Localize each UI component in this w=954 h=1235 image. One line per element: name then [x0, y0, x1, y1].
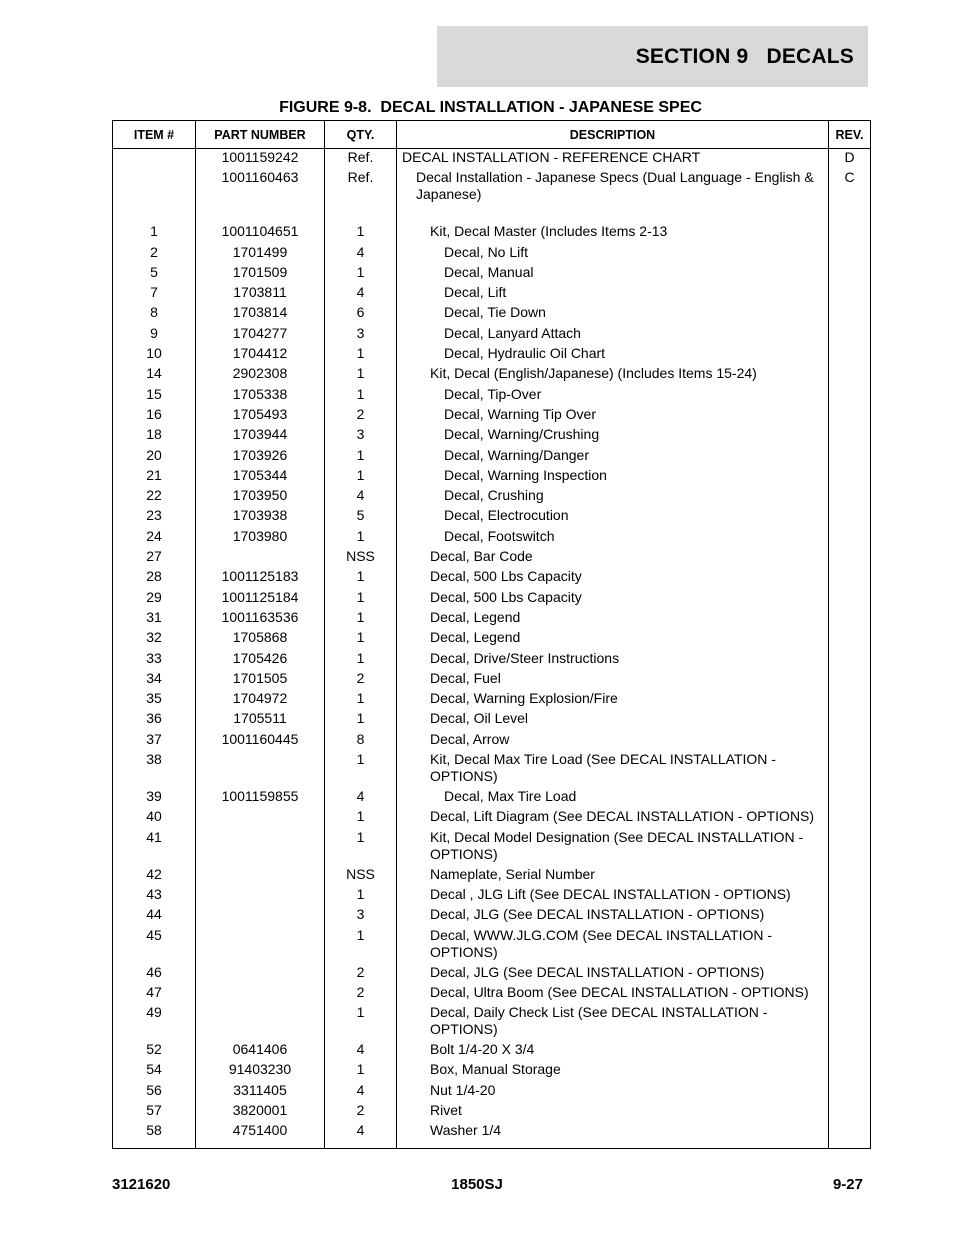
- item-number-cell: 21: [113, 467, 196, 487]
- description-cell: Decal, Electrocution: [397, 507, 829, 527]
- revision-cell: [829, 1061, 871, 1081]
- revision-cell: [829, 866, 871, 886]
- item-number-cell: 1: [113, 223, 196, 243]
- part-number-cell: 1001159242: [196, 149, 325, 170]
- revision-cell: [829, 650, 871, 670]
- table-row: [113, 710, 871, 730]
- description-cell: Bolt 1/4-20 X 3/4: [397, 1041, 829, 1061]
- table-row: [113, 1082, 871, 1102]
- quantity-cell: 1: [325, 345, 397, 365]
- table-row: [113, 244, 871, 264]
- item-number-cell: 37: [113, 731, 196, 751]
- parts-table: [112, 120, 871, 1149]
- description-cell: Kit, Decal Model Designation (See DECAL INSTALLATION - OPTIONS): [397, 829, 829, 866]
- item-number-cell: 7: [113, 284, 196, 304]
- description-cell: Decal, Legend: [397, 609, 829, 629]
- item-number-cell: 56: [113, 1082, 196, 1102]
- quantity-cell: 2: [325, 964, 397, 984]
- revision-cell: [829, 325, 871, 345]
- quantity-cell: 1: [325, 650, 397, 670]
- revision-cell: [829, 284, 871, 304]
- part-number-cell: [196, 984, 325, 1004]
- part-number-cell: 1701499: [196, 244, 325, 264]
- description-cell: Nameplate, Serial Number: [397, 866, 829, 886]
- description-cell: Kit, Decal (English/Japanese) (Includes Items 15-24): [397, 365, 829, 385]
- column-header-qty: QTY.: [325, 121, 397, 149]
- quantity-cell: 1: [325, 1061, 397, 1081]
- part-number-cell: 1001159855: [196, 788, 325, 808]
- description-cell: Decal, WWW.JLG.COM (See DECAL INSTALLATION - OPTIONS): [397, 927, 829, 964]
- part-number-cell: 1704972: [196, 690, 325, 710]
- description-cell: Decal, Max Tire Load: [397, 788, 829, 808]
- item-number-cell: 49: [113, 1004, 196, 1041]
- part-number-cell: 3311405: [196, 1082, 325, 1102]
- revision-cell: [829, 386, 871, 406]
- part-number-cell: [196, 751, 325, 788]
- revision-cell: [829, 365, 871, 385]
- item-number-cell: 38: [113, 751, 196, 788]
- item-number-cell: 35: [113, 690, 196, 710]
- part-number-cell: 1703980: [196, 528, 325, 548]
- table-row: [113, 670, 871, 690]
- revision-cell: [829, 1004, 871, 1041]
- quantity-cell: 1: [325, 808, 397, 828]
- table-row: [113, 345, 871, 365]
- revision-cell: C: [829, 169, 871, 203]
- description-cell: Decal, Arrow: [397, 731, 829, 751]
- revision-cell: [829, 507, 871, 527]
- description-cell: Decal, Lift: [397, 284, 829, 304]
- quantity-cell: 1: [325, 365, 397, 385]
- item-number-cell: 28: [113, 568, 196, 588]
- table-row: [113, 1004, 871, 1041]
- quantity-cell: 1: [325, 609, 397, 629]
- quantity-cell: [325, 203, 397, 223]
- table-row: [113, 906, 871, 926]
- item-number-cell: 33: [113, 650, 196, 670]
- description-cell: Decal, Bar Code: [397, 548, 829, 568]
- part-number-cell: [196, 829, 325, 866]
- description-cell: Washer 1/4: [397, 1122, 829, 1149]
- table-row: [113, 731, 871, 751]
- description-cell: Decal, Oil Level: [397, 710, 829, 730]
- column-header-description: DESCRIPTION: [397, 121, 829, 149]
- quantity-cell: NSS: [325, 548, 397, 568]
- item-number-cell: 32: [113, 629, 196, 649]
- description-cell: Decal, JLG (See DECAL INSTALLATION - OPTIONS): [397, 964, 829, 984]
- quantity-cell: 4: [325, 284, 397, 304]
- revision-cell: [829, 690, 871, 710]
- revision-cell: [829, 629, 871, 649]
- table-row: [113, 751, 871, 788]
- item-number-cell: 36: [113, 710, 196, 730]
- part-number-cell: 1705868: [196, 629, 325, 649]
- item-number-cell: 24: [113, 528, 196, 548]
- revision-cell: [829, 886, 871, 906]
- quantity-cell: 1: [325, 528, 397, 548]
- revision-cell: [829, 244, 871, 264]
- item-number-cell: 8: [113, 304, 196, 324]
- revision-cell: [829, 223, 871, 243]
- quantity-cell: Ref.: [325, 149, 397, 170]
- section-title: SECTION 9 DECALS: [635, 44, 854, 68]
- revision-cell: [829, 808, 871, 828]
- item-number-cell: 14: [113, 365, 196, 385]
- description-cell: Decal, Manual: [397, 264, 829, 284]
- part-number-cell: 1701505: [196, 670, 325, 690]
- part-number-cell: [196, 964, 325, 984]
- revision-cell: [829, 406, 871, 426]
- table-row: [113, 690, 871, 710]
- part-number-cell: [196, 548, 325, 568]
- column-header-rev: REV.: [829, 121, 871, 149]
- table-row: [113, 149, 871, 170]
- item-number-cell: 42: [113, 866, 196, 886]
- part-number-cell: [196, 906, 325, 926]
- table-row: [113, 1061, 871, 1081]
- part-number-cell: [196, 886, 325, 906]
- description-cell: Decal, Tip-Over: [397, 386, 829, 406]
- part-number-cell: 1704277: [196, 325, 325, 345]
- part-number-cell: 1703938: [196, 507, 325, 527]
- table-row: [113, 866, 871, 886]
- footer-model: 1850SJ: [451, 1176, 503, 1193]
- table-row: [113, 927, 871, 964]
- table-row: [113, 528, 871, 548]
- table-row: [113, 223, 871, 243]
- item-number-cell: 2: [113, 244, 196, 264]
- item-number-cell: 9: [113, 325, 196, 345]
- quantity-cell: NSS: [325, 866, 397, 886]
- part-number-cell: 1704412: [196, 345, 325, 365]
- part-number-cell: 91403230: [196, 1061, 325, 1081]
- quantity-cell: 4: [325, 788, 397, 808]
- quantity-cell: 4: [325, 1122, 397, 1149]
- quantity-cell: 1: [325, 1004, 397, 1041]
- part-number-cell: 1001104651: [196, 223, 325, 243]
- revision-cell: [829, 528, 871, 548]
- table-row: [113, 386, 871, 406]
- part-number-cell: 1703811: [196, 284, 325, 304]
- revision-cell: [829, 609, 871, 629]
- item-number-cell: 57: [113, 1102, 196, 1122]
- table-row: [113, 467, 871, 487]
- quantity-cell: 4: [325, 1041, 397, 1061]
- part-number-cell: 1001125183: [196, 568, 325, 588]
- part-number-cell: 1001125184: [196, 589, 325, 609]
- description-cell: [397, 203, 829, 223]
- item-number-cell: 58: [113, 1122, 196, 1149]
- item-number-cell: 54: [113, 1061, 196, 1081]
- revision-cell: [829, 751, 871, 788]
- revision-cell: [829, 1082, 871, 1102]
- revision-cell: [829, 731, 871, 751]
- revision-cell: [829, 788, 871, 808]
- description-cell: Decal, Legend: [397, 629, 829, 649]
- quantity-cell: 1: [325, 710, 397, 730]
- quantity-cell: 1: [325, 927, 397, 964]
- description-cell: Decal, Daily Check List (See DECAL INSTALLATION - OPTIONS): [397, 1004, 829, 1041]
- part-number-cell: 4751400: [196, 1122, 325, 1149]
- table-row: [113, 264, 871, 284]
- quantity-cell: 1: [325, 447, 397, 467]
- quantity-cell: 1: [325, 829, 397, 866]
- item-number-cell: [113, 169, 196, 203]
- table-row: [113, 284, 871, 304]
- quantity-cell: 3: [325, 906, 397, 926]
- revision-cell: [829, 710, 871, 730]
- table-row: [113, 447, 871, 467]
- description-cell: Decal, Drive/Steer Instructions: [397, 650, 829, 670]
- quantity-cell: 1: [325, 223, 397, 243]
- quantity-cell: 1: [325, 264, 397, 284]
- figure-title: FIGURE 9-8. DECAL INSTALLATION - JAPANESE SPEC: [279, 99, 702, 116]
- item-number-cell: 10: [113, 345, 196, 365]
- quantity-cell: 1: [325, 386, 397, 406]
- part-number-cell: 2902308: [196, 365, 325, 385]
- revision-cell: [829, 548, 871, 568]
- item-number-cell: 22: [113, 487, 196, 507]
- item-number-cell: [113, 203, 196, 223]
- description-cell: Kit, Decal Master (Includes Items 2-13: [397, 223, 829, 243]
- description-cell: Decal, Footswitch: [397, 528, 829, 548]
- part-number-cell: 1705426: [196, 650, 325, 670]
- footer-page-number: 9-27: [832, 1176, 863, 1193]
- quantity-cell: 1: [325, 886, 397, 906]
- item-number-cell: 43: [113, 886, 196, 906]
- table-row: [113, 203, 871, 223]
- column-header-item: ITEM #: [113, 121, 196, 149]
- description-cell: Decal, JLG (See DECAL INSTALLATION - OPTIONS): [397, 906, 829, 926]
- table-row: [113, 568, 871, 588]
- quantity-cell: 2: [325, 406, 397, 426]
- part-number-cell: [196, 203, 325, 223]
- quantity-cell: 2: [325, 984, 397, 1004]
- revision-cell: [829, 589, 871, 609]
- part-number-cell: 1001163536: [196, 609, 325, 629]
- table-row: [113, 609, 871, 629]
- description-cell: Decal, Warning Explosion/Fire: [397, 690, 829, 710]
- revision-cell: [829, 467, 871, 487]
- part-number-cell: 1705338: [196, 386, 325, 406]
- item-number-cell: 20: [113, 447, 196, 467]
- revision-cell: [829, 304, 871, 324]
- quantity-cell: Ref.: [325, 169, 397, 203]
- part-number-cell: [196, 808, 325, 828]
- part-number-cell: 1001160445: [196, 731, 325, 751]
- table-row: [113, 507, 871, 527]
- item-number-cell: 52: [113, 1041, 196, 1061]
- description-cell: Kit, Decal Max Tire Load (See DECAL INSTALLATION - OPTIONS): [397, 751, 829, 788]
- table-row: [113, 325, 871, 345]
- description-cell: Decal, Lanyard Attach: [397, 325, 829, 345]
- quantity-cell: 3: [325, 325, 397, 345]
- table-row: [113, 1102, 871, 1122]
- table-row: [113, 548, 871, 568]
- description-cell: Decal, 500 Lbs Capacity: [397, 589, 829, 609]
- item-number-cell: 44: [113, 906, 196, 926]
- revision-cell: [829, 203, 871, 223]
- revision-cell: D: [829, 149, 871, 170]
- revision-cell: [829, 829, 871, 866]
- revision-cell: [829, 984, 871, 1004]
- description-cell: Decal, Ultra Boom (See DECAL INSTALLATION - OPTIONS): [397, 984, 829, 1004]
- quantity-cell: 1: [325, 568, 397, 588]
- description-cell: Decal, 500 Lbs Capacity: [397, 568, 829, 588]
- table-header-row: [113, 121, 871, 149]
- item-number-cell: 39: [113, 788, 196, 808]
- quantity-cell: 4: [325, 487, 397, 507]
- quantity-cell: 1: [325, 589, 397, 609]
- part-number-cell: 1705493: [196, 406, 325, 426]
- table-row: [113, 964, 871, 984]
- part-number-cell: 1703944: [196, 426, 325, 446]
- item-number-cell: 31: [113, 609, 196, 629]
- column-header-part-number: PART NUMBER: [196, 121, 325, 149]
- description-cell: Decal, Crushing: [397, 487, 829, 507]
- revision-cell: [829, 345, 871, 365]
- table-row: [113, 426, 871, 446]
- quantity-cell: 8: [325, 731, 397, 751]
- description-cell: Decal , JLG Lift (See DECAL INSTALLATION - OPTIONS): [397, 886, 829, 906]
- item-number-cell: 18: [113, 426, 196, 446]
- revision-cell: [829, 1102, 871, 1122]
- quantity-cell: 6: [325, 304, 397, 324]
- table-row: [113, 984, 871, 1004]
- part-number-cell: [196, 866, 325, 886]
- quantity-cell: 4: [325, 244, 397, 264]
- item-number-cell: [113, 149, 196, 170]
- description-cell: Decal, Fuel: [397, 670, 829, 690]
- revision-cell: [829, 906, 871, 926]
- table-row: [113, 808, 871, 828]
- section-header-banner: [437, 26, 868, 87]
- table-row: [113, 1041, 871, 1061]
- revision-cell: [829, 487, 871, 507]
- description-cell: Box, Manual Storage: [397, 1061, 829, 1081]
- description-cell: Decal, Warning/Danger: [397, 447, 829, 467]
- revision-cell: [829, 927, 871, 964]
- item-number-cell: 46: [113, 964, 196, 984]
- item-number-cell: 23: [113, 507, 196, 527]
- revision-cell: [829, 426, 871, 446]
- quantity-cell: 2: [325, 670, 397, 690]
- part-number-cell: 1701509: [196, 264, 325, 284]
- description-cell: Decal, Warning Inspection: [397, 467, 829, 487]
- item-number-cell: 5: [113, 264, 196, 284]
- description-cell: Decal, Tie Down: [397, 304, 829, 324]
- quantity-cell: 1: [325, 629, 397, 649]
- item-number-cell: 45: [113, 927, 196, 964]
- part-number-cell: 0641406: [196, 1041, 325, 1061]
- table-row: [113, 788, 871, 808]
- description-cell: Decal, Warning Tip Over: [397, 406, 829, 426]
- revision-cell: [829, 568, 871, 588]
- part-number-cell: [196, 927, 325, 964]
- quantity-cell: 1: [325, 690, 397, 710]
- quantity-cell: 5: [325, 507, 397, 527]
- part-number-cell: 1001160463: [196, 169, 325, 203]
- part-number-cell: 1703926: [196, 447, 325, 467]
- table-row: [113, 886, 871, 906]
- revision-cell: [829, 447, 871, 467]
- quantity-cell: 2: [325, 1102, 397, 1122]
- table-row: [113, 829, 871, 866]
- revision-cell: [829, 1122, 871, 1149]
- description-cell: Decal, Lift Diagram (See DECAL INSTALLATION - OPTIONS): [397, 808, 829, 828]
- item-number-cell: 16: [113, 406, 196, 426]
- part-number-cell: 3820001: [196, 1102, 325, 1122]
- footer-document-number: 3121620: [112, 1176, 171, 1193]
- item-number-cell: 15: [113, 386, 196, 406]
- description-cell: Decal, Warning/Crushing: [397, 426, 829, 446]
- quantity-cell: 3: [325, 426, 397, 446]
- item-number-cell: 40: [113, 808, 196, 828]
- table-row: [113, 169, 871, 203]
- table-row: [113, 589, 871, 609]
- item-number-cell: 34: [113, 670, 196, 690]
- revision-cell: [829, 964, 871, 984]
- item-number-cell: 27: [113, 548, 196, 568]
- part-number-cell: 1705344: [196, 467, 325, 487]
- item-number-cell: 29: [113, 589, 196, 609]
- table-row: [113, 365, 871, 385]
- item-number-cell: 47: [113, 984, 196, 1004]
- part-number-cell: [196, 1004, 325, 1041]
- part-number-cell: 1705511: [196, 710, 325, 730]
- table-row: [113, 629, 871, 649]
- description-cell: Decal, Hydraulic Oil Chart: [397, 345, 829, 365]
- revision-cell: [829, 1041, 871, 1061]
- quantity-cell: 1: [325, 751, 397, 788]
- description-cell: Decal, No Lift: [397, 244, 829, 264]
- table-row: [113, 304, 871, 324]
- revision-cell: [829, 670, 871, 690]
- description-cell: Decal Installation - Japanese Specs (Dual Language - English & Japanese): [397, 169, 829, 203]
- quantity-cell: 4: [325, 1082, 397, 1102]
- quantity-cell: 1: [325, 467, 397, 487]
- part-number-cell: 1703814: [196, 304, 325, 324]
- item-number-cell: 41: [113, 829, 196, 866]
- table-row: [113, 1122, 871, 1149]
- revision-cell: [829, 264, 871, 284]
- parts-table-body: [113, 149, 871, 1149]
- description-cell: Nut 1/4-20: [397, 1082, 829, 1102]
- description-cell: Rivet: [397, 1102, 829, 1122]
- description-cell: DECAL INSTALLATION - REFERENCE CHART: [397, 149, 829, 170]
- table-row: [113, 487, 871, 507]
- table-row: [113, 650, 871, 670]
- part-number-cell: 1703950: [196, 487, 325, 507]
- table-row: [113, 406, 871, 426]
